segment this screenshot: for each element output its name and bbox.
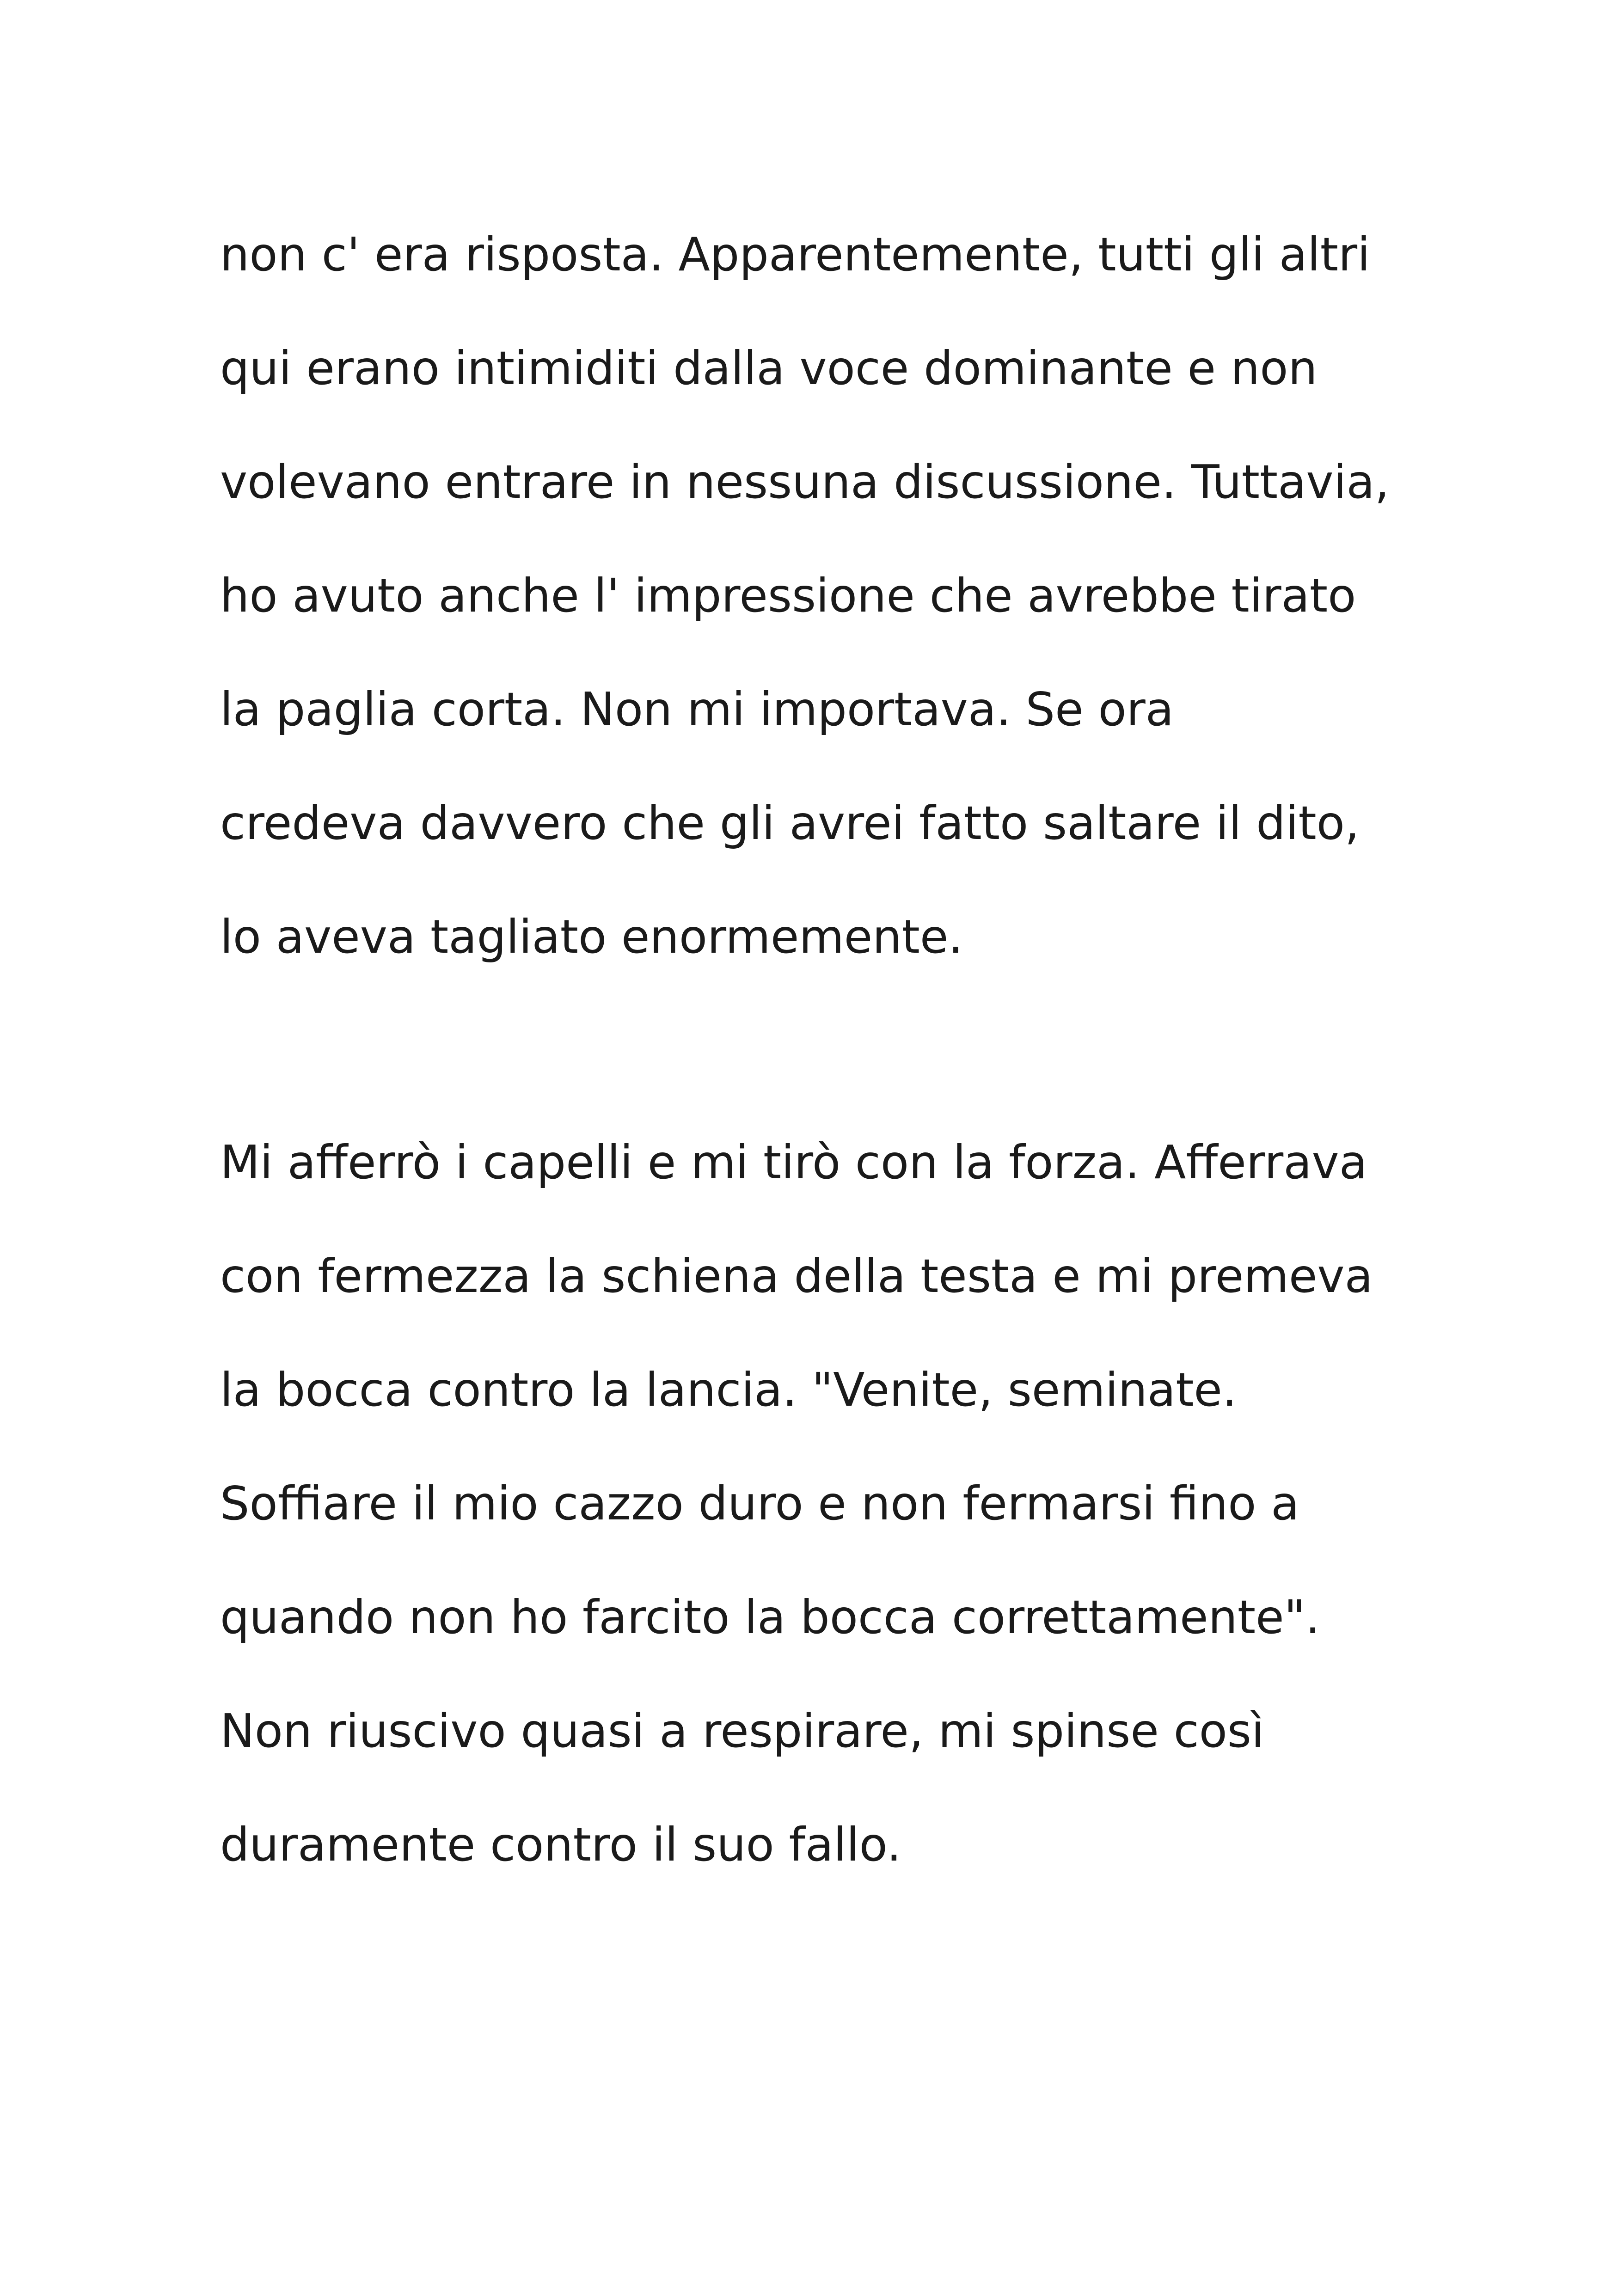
text-line: lo aveva tagliato enormemente. — [220, 910, 963, 964]
text-line: ho avuto anche l' impressione che avrebbe tirato — [220, 569, 1356, 623]
paragraph-1 — [220, 198, 1468, 994]
text-line: non c' era risposta. Apparentemente, tutti gli altri — [220, 227, 1370, 282]
paragraph-2 — [220, 1106, 1468, 1902]
text-line: quando non ho farcito la bocca correttamente". — [220, 1590, 1320, 1644]
text-line: volevano entrare in nessuna discussione. Tuttavia, — [220, 455, 1390, 509]
text-line: Non riuscivo quasi a respirare, mi spinse così — [220, 1704, 1264, 1758]
text-line: Mi afferrò i capelli e mi tirò con la forza. Afferrava — [220, 1135, 1367, 1189]
text-line: duramente contro il suo fallo. — [220, 1818, 901, 1872]
text-line: la paglia corta. Non mi importava. Se ora — [220, 682, 1174, 736]
text-line: la bocca contro la lancia. "Venite, seminate. — [220, 1363, 1237, 1417]
text-line: con fermezza la schiena della testa e mi premeva — [220, 1249, 1373, 1303]
text-line: credeva davvero che gli avrei fatto saltare il dito, — [220, 796, 1360, 850]
text-line: Soffiare il mio cazzo duro e non fermarsi fino a — [220, 1476, 1299, 1531]
text-line: qui erano intimiditi dalla voce dominante e non — [220, 341, 1318, 395]
